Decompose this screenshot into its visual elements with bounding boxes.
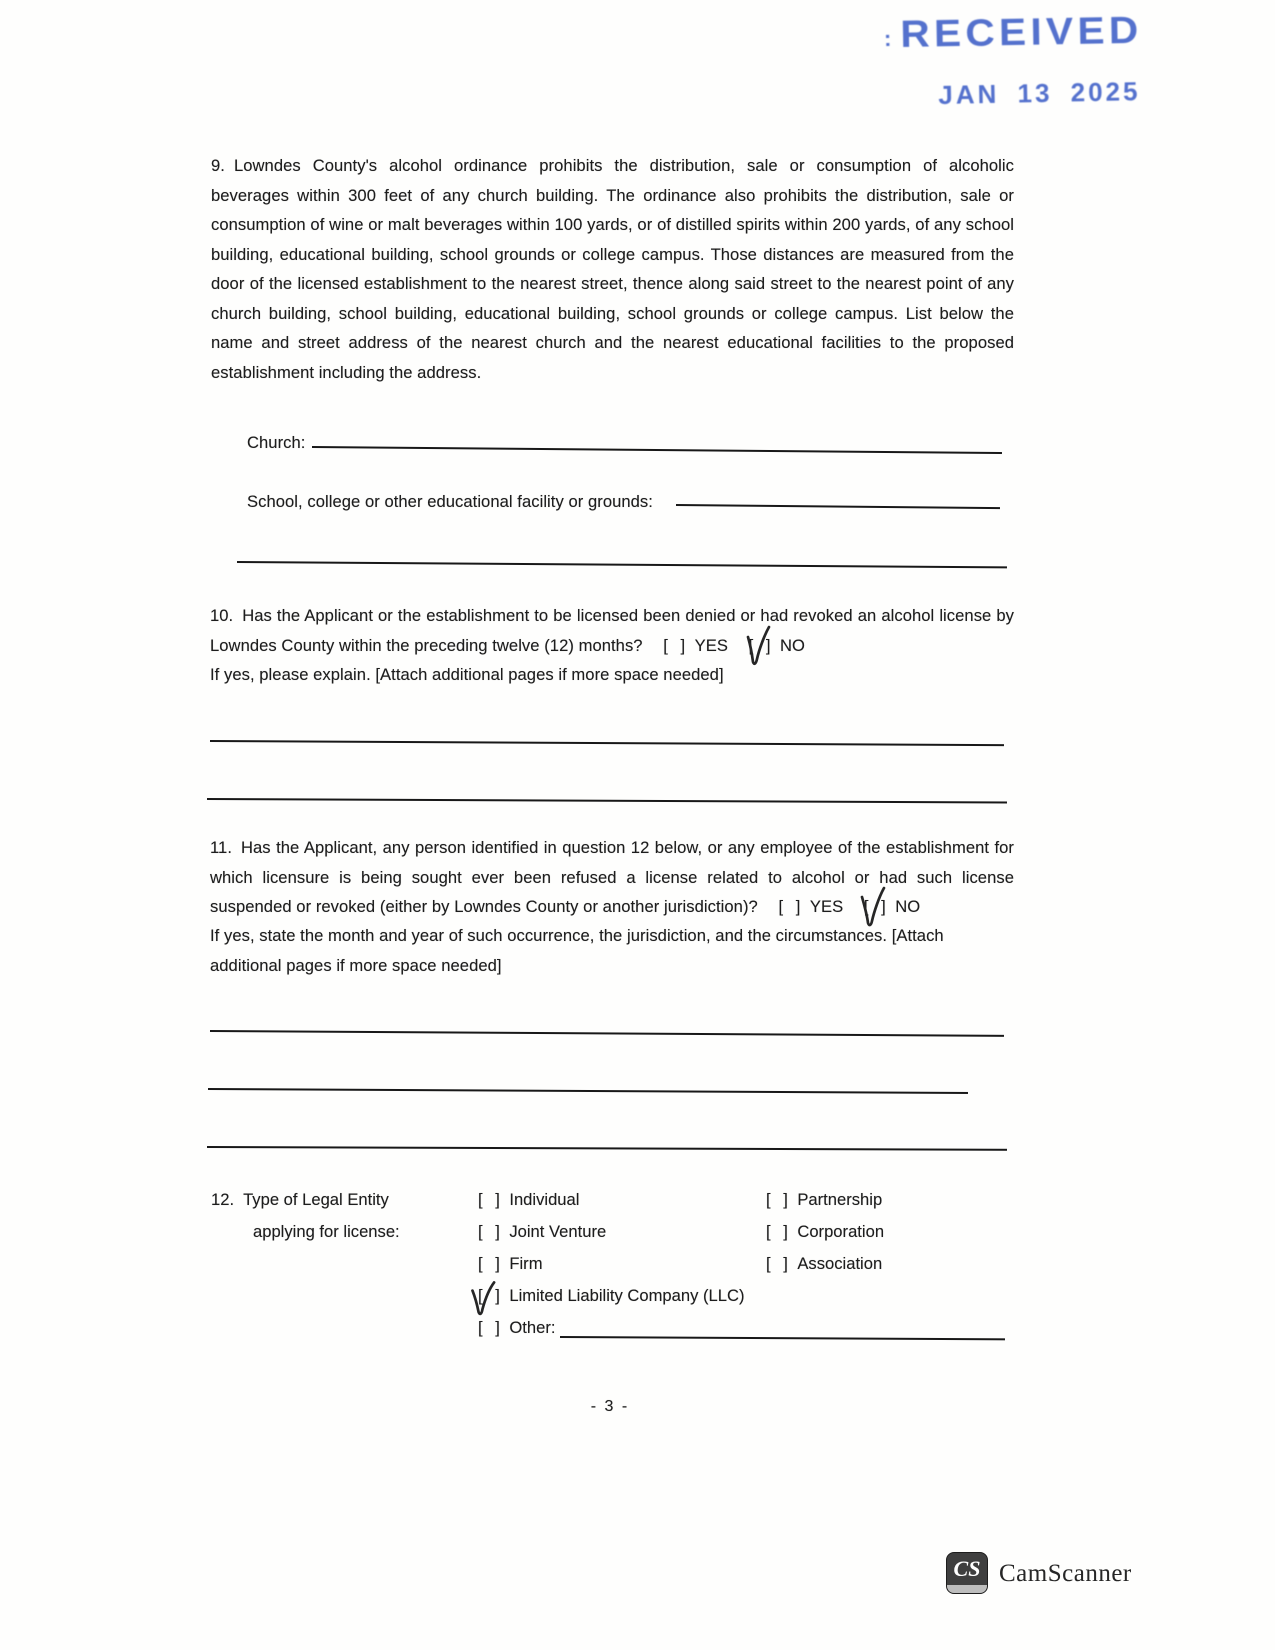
checkbox-empty-icon: [ ] <box>766 1190 789 1209</box>
question-11-followup: If yes, state the month and year of such occurrence, the jurisdiction, and the circumstances. [Attach additional pages if more space needed] <box>210 926 944 975</box>
question-11 <box>210 833 1014 922</box>
school-label: School, college or other educational facility or grounds: <box>247 492 653 511</box>
option-other-label: Other: <box>509 1318 556 1337</box>
checkbox-empty-icon: [ ] <box>478 1318 501 1337</box>
checkbox-checked-icon: [ ] <box>478 1286 501 1305</box>
camscanner-watermark-label: CamScanner <box>999 1560 1132 1587</box>
q10-answer-line-1[interactable] <box>210 740 1004 746</box>
camscanner-icon-initials: CS <box>953 1556 981 1581</box>
q10-no-checkbox[interactable] <box>749 631 805 661</box>
question-11-number: 11. <box>210 838 232 857</box>
q11-answer-line-1[interactable] <box>210 1030 1004 1037</box>
option-joint-venture-label: Joint Venture <box>509 1222 607 1241</box>
camscanner-icon-strip <box>947 1585 987 1593</box>
option-association[interactable] <box>766 1254 882 1274</box>
option-joint-venture[interactable] <box>478 1222 606 1242</box>
checkbox-empty-icon: [ ] <box>478 1222 501 1241</box>
question-9-number: 9. <box>211 156 225 175</box>
q11-no-label: NO <box>895 897 921 916</box>
question-12-label-2: applying for license: <box>253 1222 400 1241</box>
option-llc-label: Limited Liability Company (LLC) <box>509 1286 745 1305</box>
question-12 <box>211 1190 389 1210</box>
checkbox-empty-icon: [ ] <box>478 1254 501 1273</box>
question-10-followup: If yes, please explain. [Attach additional pages if more space needed] <box>210 665 724 684</box>
option-individual-label: Individual <box>509 1190 580 1209</box>
option-firm-label: Firm <box>509 1254 543 1273</box>
q11-answer-line-3[interactable] <box>207 1146 1007 1151</box>
option-corporation-label: Corporation <box>797 1222 885 1241</box>
page-number: - 3 - <box>590 1398 630 1415</box>
question-11-text: Has the Applicant, any person identified in question 12 below, or any employee of the establishment for which licensure is being sought ever been refused a license related to alcohol or had such license suspended or revoked (either by Lowndes County or another jurisdiction)? <box>210 838 1014 916</box>
option-individual[interactable] <box>478 1190 579 1210</box>
checkbox-empty-icon: [ ] <box>863 897 887 916</box>
question-10 <box>210 601 1014 660</box>
option-other[interactable] <box>478 1318 555 1338</box>
checkbox-empty-icon: [ ] <box>778 897 801 916</box>
q11-answer-line-2[interactable] <box>208 1088 968 1094</box>
other-write-in-line[interactable] <box>560 1336 1005 1340</box>
q11-yes-label: YES <box>809 897 844 916</box>
option-corporation[interactable] <box>766 1222 884 1242</box>
checkbox-empty-icon: [ ] <box>748 635 771 655</box>
option-partnership[interactable] <box>766 1190 882 1210</box>
received-stamp-date: JAN 13 2025 <box>938 76 1141 110</box>
question-10-text: Has the Applicant or the establishment to be licensed been denied or had revoked an alcohol license by Lowndes County within the preceding twelve (12) months? <box>210 606 1014 655</box>
question-9-text: Lowndes County's alcohol ordinance prohibits the distribution, sale or consumption of alcoholic beverages within 300 feet of any church building. The ordinance also prohibits the distribution, sale or consumption of wine or malt beverages within 100 yards, or of distilled spirits within 200 yards, of any school building, educational building, school grounds or college campus. Those distances are measured from the door of the licensed establishment to the nearest street, thence along said street to the nearest point of any church building, school building, educational building, school grounds or college campus. List below the name and street address of the nearest church and the nearest educational facilities to the proposed establishment including the address. <box>211 156 1014 382</box>
q11-no-checkbox[interactable] <box>864 892 920 922</box>
stamp-artifact-mark: : <box>883 25 892 52</box>
option-llc[interactable] <box>478 1286 745 1306</box>
q10-yes-label: YES <box>694 635 728 655</box>
camscanner-icon <box>946 1552 988 1594</box>
checkbox-empty-icon: [ ] <box>478 1190 501 1209</box>
checkbox-empty-icon: [ ] <box>766 1222 789 1241</box>
question-12-label-1: Type of Legal Entity <box>243 1190 389 1209</box>
option-partnership-label: Partnership <box>797 1190 883 1209</box>
church-label: Church: <box>247 433 306 452</box>
option-association-label: Association <box>797 1254 883 1273</box>
received-stamp: RECEIVED <box>900 9 1143 56</box>
q10-yes-checkbox[interactable] <box>663 631 728 661</box>
school-write-in-line-2[interactable] <box>237 561 1007 568</box>
question-10-number: 10. <box>210 606 234 625</box>
q10-answer-line-2[interactable] <box>207 798 1007 803</box>
q11-yes-checkbox[interactable] <box>779 892 844 922</box>
question-12-number: 12. <box>211 1190 235 1209</box>
checkbox-empty-icon: [ ] <box>766 1254 789 1273</box>
q10-no-label: NO <box>779 635 805 655</box>
question-9 <box>211 151 1014 387</box>
option-firm[interactable] <box>478 1254 543 1274</box>
checkbox-empty-icon: [ ] <box>663 635 686 655</box>
